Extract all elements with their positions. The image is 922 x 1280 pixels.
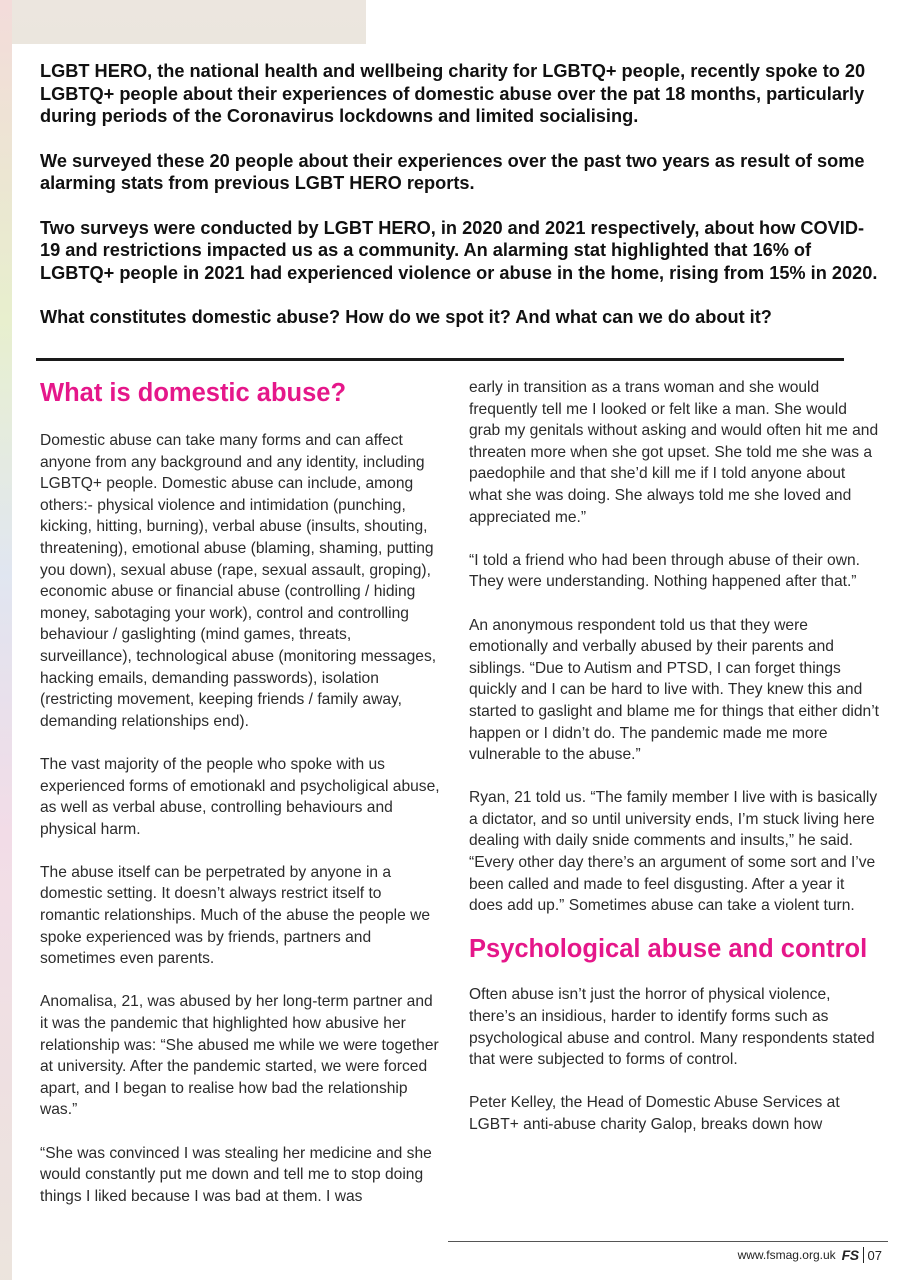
intro-block: [40, 60, 880, 329]
section-divider: [36, 358, 844, 361]
body-paragraph: “She was convinced I was stealing her medicine and she would constantly put me down and tell me to stop doing things I liked because I was bad at them. I was: [40, 1144, 432, 1205]
page-number: 07: [867, 1247, 882, 1263]
body-paragraph: “I told a friend who had been through abuse of their own. They were understanding. Nothing happened after that.”: [469, 551, 860, 591]
left-column: [40, 378, 440, 1229]
footer-url-link[interactable]: www.fsmag.org.uk: [737, 1248, 836, 1262]
page-footer: [600, 1247, 882, 1263]
body-paragraph: Often abuse isn’t just the horror of physical violence, there’s an insidious, harder to identify forms such as psychological abuse and control. Many respondents stated that were subjected to forms of control.: [469, 986, 875, 1069]
body-paragraph: Domestic abuse can take many forms and can affect anyone from any background and any identity, including LGBTQ+ people. Domestic abuse can include, among others:- physical violence and intimidation (punching, kicking, hitting, burning), verbal abuse (insults, shouting, threatening), emotional abuse (blaming, shaming, putting you down), sexual abuse (rape, sexual assault, groping), economic abuse or financial abuse (controlling / hiding money, sabotaging your work), control and controlling behaviour / gaslighting (mind games, threats, surveillance), technological abuse (monitoring messages, hacking emails, demanding passwords), isolation (restricting movement, keeping friends / family away, demanding relationships end).: [40, 432, 437, 730]
body-paragraph: Peter Kelley, the Head of Domestic Abuse Services at LGBT+ anti-abuse charity Galop, breaks down how: [469, 1094, 840, 1133]
background-tint-edge: [0, 0, 12, 1280]
fs-logo: FS: [841, 1247, 859, 1263]
section-heading-domestic-abuse: What is domestic abuse?: [40, 379, 347, 407]
body-paragraph: Anomalisa, 21, was abused by her long-term partner and it was the pandemic that highlighted how abusive her relationship was: “She abused me while we were together at university. After the pandemic started, we were forced apart, and I began to realise how bad the relationship was.”: [40, 993, 439, 1119]
footer-divider: [448, 1241, 888, 1242]
right-column: [469, 377, 879, 1157]
body-paragraph: An anonymous respondent told us that they were emotionally and verbally abused by their parents and siblings. “Due to Autism and PTSD, I can forget things quickly and I can be hard to live with. They knew this and started to gaslight and blame me for things that either didn’t happen or I didn’t do. The pandemic made me more vulnerable to the abuse.”: [469, 616, 880, 764]
intro-paragraph: We surveyed these 20 people about their experiences over the past two years as result of some alarming stats from previous LGBT HERO reports.: [40, 150, 865, 193]
footer-separator: [863, 1247, 864, 1263]
section-heading-psychological-abuse: Psychological abuse and control: [469, 935, 868, 964]
intro-question: What constitutes domestic abuse? How do we spot it? And what can we do about it?: [40, 307, 772, 327]
body-paragraph: early in transition as a trans woman and she would frequently tell me I looked or felt like a man. She would grab my genitals without asking and would often hit me and threaten more when she got upset. She told me she was a paedophile and that she’d kill me if I told anyone about what she was doing. She always told me she loved and appreciated me.”: [469, 379, 879, 526]
body-paragraph: The vast majority of the people who spoke with us experienced forms of emotionakl and psycholigical abuse, as well as verbal abuse, controlling behaviours and physical harm.: [40, 755, 440, 838]
intro-paragraph: LGBT HERO, the national health and wellbeing charity for LGBTQ+ people, recently spoke to 20 LGBTQ+ people about their experiences of domestic abuse over the pat 18 months, particularly during periods of the Coronavirus lockdowns and limited socialising.: [40, 61, 866, 126]
intro-paragraph: Two surveys were conducted by LGBT HERO, in 2020 and 2021 respectively, about how COVID-19 and restrictions impacted us as a community. An alarming stat highlighted that 16% of LGBTQ+ people in 2021 had experienced violence or abuse in the home, rising from 15% in 2020.: [40, 217, 878, 283]
body-paragraph: The abuse itself can be perpetrated by anyone in a domestic setting. It doesn’t always restrict itself to romantic relationships. Much of the abuse the people we spoke experienced was by friends, partners and sometimes even parents.: [40, 863, 431, 968]
body-paragraph: Ryan, 21 told us. “The family member I live with is basically a dictator, and so until university ends, I’m stuck living here dealing with daily snide comments and insults,” he said. “Every other day there’s an argument of some sort and I’ve been called and made to feel disgusting. After a year it does add up.” Sometimes abuse can take a violent turn.: [469, 789, 878, 915]
